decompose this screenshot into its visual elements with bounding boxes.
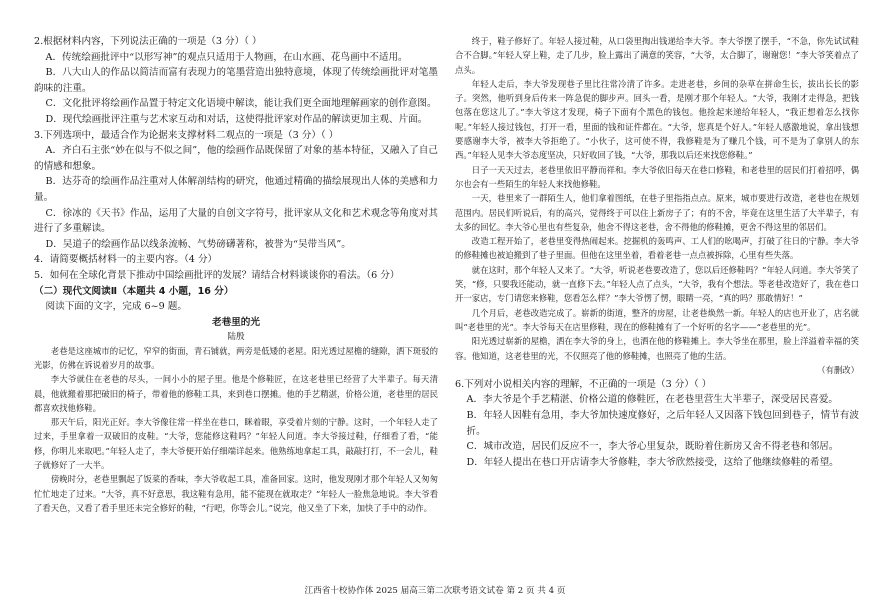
story-paragraph: 终于，鞋子修好了。年轻人接过鞋，从口袋里掏出钱递给李大爷。李大爷摆了摆手，“不急，你先试试鞋合不合脚。”年轻人穿上鞋，走了几步，脸上露出了满意的笑容，“大爷，太合脚了，谢谢您！”李大爷笑着点了点头。 [455,36,859,75]
story-paragraph: 几个月后，老巷改造完成了。崭新的街道，整齐的房屋，让老巷焕然一新。年轻人的店也开业了，店名就叫“老巷里的光”。李大爷每天在店里修鞋，现在的修鞋摊有了一个好听的名字——“老巷里的光”。 [455,307,859,332]
question-3-option-a: A．齐白石主张“妙在似与不似之间”，他的绘画作品既保留了对象的基本特征，又融入了自己的情感和想象。 [34,145,438,172]
question-6-option-c: C．城市改造，居民们反应不一，李大爷心里复杂，既盼着住新房又舍不得老巷和邻居。 [466,441,839,453]
page-footer: 江西省十校协作体 2025 届高三第二次联考语文试卷 第 2 页 共 4 页 [304,586,566,596]
question-6-option-a: A．李大爷是个手艺精湛、价格公道的修鞋匠，在老巷里营生大半辈子，深受居民喜爱。 [466,394,839,406]
article-author: 陆殷 [227,331,245,342]
question-3-option-c: C．徐冰的《天书》作品，运用了大量的自创文字符号，批评家从文化和艺术观念等角度对其进行了多重解读。 [34,207,438,235]
article-title: 老巷里的光 [212,316,260,328]
section-heading: （二）现代文阅读Ⅱ（本题共 4 小题，16 分） [34,285,234,297]
right-column [455,34,859,470]
question-6-stem: 6.下列对小说相关内容的理解，不正确的一项是（3 分）（ ） [455,378,712,390]
question-2-option-c: C．文化批评将绘画作品置于特定文化语境中解读，能让我们更全面地理解画家的创作意图。 [45,98,437,110]
question-2-option-d: D．现代绘画批评注重与艺术家互动和对话，这使得批评家对作品的解读更加主观、片面。 [45,113,428,125]
story-paragraph: 傍晚时分，老巷里飘起了饭菜的香味，李大爷收起工具，准备回家。这时，他发现刚才那个年轻人又匆匆忙忙地走了过来。“大爷，真不好意思，我这鞋有急用，能不能现在就取走？”年轻人一脸焦急地说。李大爷看了看天色，又看了看手里还未完全修好的鞋，“行吧，你等会儿。”说完，他又坐了下来，加快了手中的动作。 [34,474,438,513]
reading-instruction: 阅读下面的文字，完成 6~9 题。 [45,301,187,313]
question-3-stem: 3.下列选项中，最适合作为论据来支撑材料二观点的一项是（3 分）（ ） [34,129,339,141]
left-column [34,34,438,515]
question-2-option-a: A．传统绘画批评中“以形写神”的观点只适用于人物画，在山水画、花鸟画中不适用。 [45,51,408,63]
question-2-option-b: B．八大山人的作品以简洁而富有表现力的笔墨营造出独特意境，体现了传统绘画批评对笔墨韵味的注重。 [34,67,438,94]
story-paragraph: 老巷是这座城市的记忆，窄窄的街面，青石铺就，两旁是低矮的老屋。阳光透过屋檐的缝隙，洒下斑驳的光影，仿佛在诉说着岁月的故事。 [34,345,438,370]
question-3-option-d: D．吴道子的绘画作品以线条流畅、气势磅礴著称，被誉为“吴带当风”。 [45,238,351,250]
question-6-option-b: B．年轻人因鞋有急用，李大爷加快速度修好，之后年轻人又因落下钱包回到巷子，情节有波折。 [466,410,859,437]
story-paragraph: 李大爷就住在老巷的尽头，一间小小的屋子里。他是个修鞋匠，在这老巷里已经营了大半辈子。每天清晨，他就搬着那把破旧的椅子，带着他的修鞋工具，来到巷口摆摊。他的手艺精湛，价格公道，老巷里的居民都喜欢找他修鞋。 [34,374,438,413]
story-paragraph: 年轻人走后，李大爷发现巷子里比往常冷清了许多。走进老巷，乡间的杂草在拼命生长，拔出长长的影子。突然，他听到身后传来一阵急促的脚步声。回头一看，是刚才那个年轻人。“大爷，我刚才走得急，把钱包落在您这儿了。”李大爷这才发现，椅子下面有个黑色的钱包。他捡起来递给年轻人，“我正想着怎么找你呢。”年轻人接过钱包，打开一看，里面的钱和证件都在。“大爷，您真是个好人。”年轻人感激地说，拿出钱想要感谢李大爷，被李大爷拒绝了。“小伙子，这可使不得，我修鞋是为了赚几个钱，可不是为了拿别人的东西。”年轻人见李大爷态度坚决，只好收回了钱，“大爷，那我以后还来找您修鞋。” [455,78,859,161]
question-6-option-d: D．年轻人提出在巷口开店请李大爷修鞋，李大爷欣然接受，这给了他继续修鞋的希望。 [466,456,839,468]
question-3-option-b: B．达芬奇的绘画作品注重对人体解剖结构的研究，他通过精确的描绘展现出人体的美感和力量。 [34,176,438,203]
story-paragraph: 一天，巷里来了一群陌生人，他们拿着图纸，在巷子里指指点点。原来，城市要进行改造，老巷也在规划范围内。居民们听说后，有的高兴，觉得终于可以住上新房子了；有的不舍，毕竟在这里生活了大半辈子，有太多的回忆。李大爷心里也有些复杂，他舍不得这老巷，舍不得他的修鞋摊，更舍不得这里的邻居们。 [455,193,859,232]
question-4: 4．请简要概括材料一的主要内容。（4 分） [34,254,218,266]
source-note: （有删改） [817,364,859,375]
story-paragraph: 日子一天天过去，老巷里依旧平静而祥和。李大爷依旧每天在巷口修鞋，和老巷里的居民们打着招呼，偶尔也会有一些陌生的年轻人来找他修鞋。 [455,164,859,189]
question-2-stem: 2.根据材料内容，下列说法正确的一项是（3 分）（ ） [34,36,262,47]
story-paragraph: 改造工程开始了，老巷里变得热闹起来。挖掘机的轰鸣声、工人们的吆喝声，打破了往日的宁静。李大爷的修鞋摊也被迫搬到了巷子里面。但他在这里坐着，看着老巷一点点被拆除，心里有些失落。 [455,236,859,261]
question-5: 5．如何在全球化背景下推动中国绘画批评的发展？请结合材料谈谈你的看法。（6 分） [34,269,400,281]
story-paragraph: 就在这时，那个年轻人又来了。“大爷，听说老巷要改造了，您以后还修鞋吗？”年轻人问道。李大爷笑了笑，“修，只要我还能动，就一直修下去。”年轻人点了点头，“大爷，我有个想法。等老巷改造好了，我在巷口开一家店，专门请您来修鞋，您看怎么样？”李大爷愣了愣，眼睛一亮，“真的吗？那敢情好！” [455,264,859,304]
story-paragraph: 阳光透过崭新的屋檐，洒在李大爷的身上，也洒在他的修鞋摊上。李大爷坐在那里，脸上洋溢着幸福的笑容。他知道，这老巷里的光，不仅照亮了他的修鞋摊，也照亮了他的生活。 [455,336,859,361]
story-paragraph: 那天午后，阳光正好。李大爷像往常一样坐在巷口，眯着眼，享受着片刻的宁静。这时，一个年轻人走了过来，手里拿着一双破旧的皮鞋。“大爷，您能修这鞋吗？”年轻人问道。李大爷接过鞋，仔细看了看，“能修，你明儿来取吧。”年轻人走了，李大爷便开始仔细端详起来。他熟练地拿起工具，敲敲打打，不一会儿，鞋子就修好了一大半。 [34,417,438,471]
